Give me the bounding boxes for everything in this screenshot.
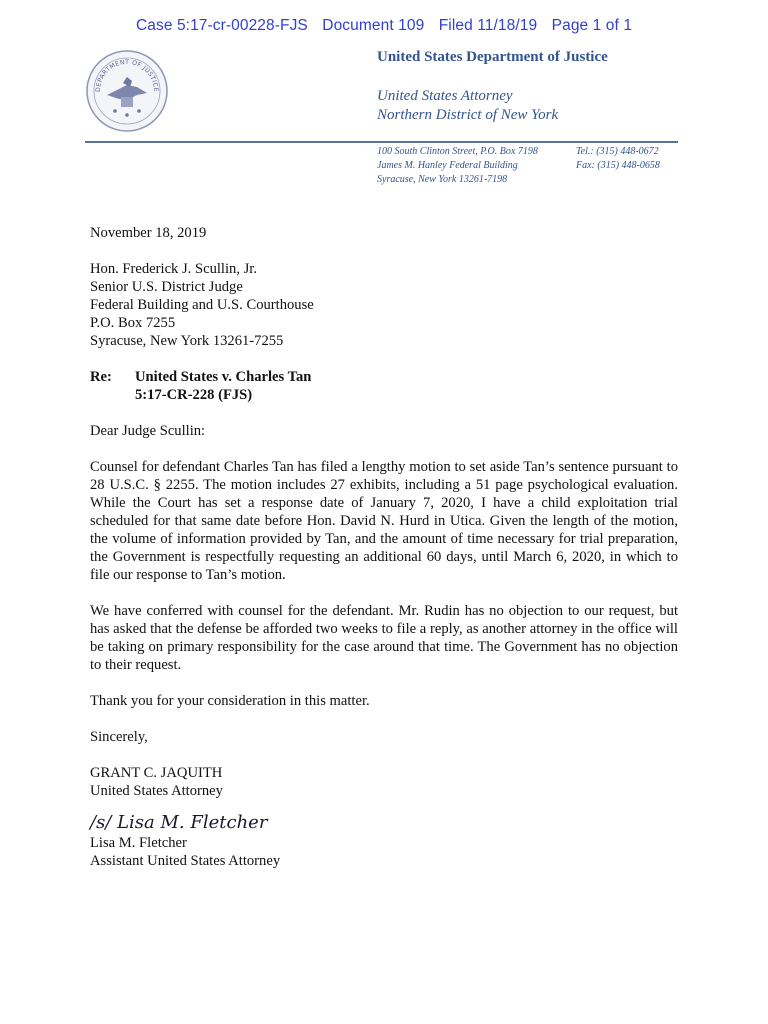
filed-date: Filed 11/18/19 — [438, 17, 538, 34]
recipient-line: P.O. Box 7255 — [90, 315, 176, 331]
letter-date: November 18, 2019 — [90, 225, 207, 241]
telephone: Tel.: (315) 448-0672 — [576, 146, 659, 157]
fax: Fax: (315) 448-0658 — [576, 160, 660, 171]
recipient-line: Syracuse, New York 13261-7255 — [90, 333, 284, 349]
paragraph: Thank you for your consideration in this matter. — [90, 693, 370, 709]
attorney-name: GRANT C. JAQUITH — [90, 765, 223, 781]
letter-body — [90, 224, 678, 870]
closing: Sincerely, — [90, 729, 148, 745]
address-line: Syracuse, New York 13261-7198 — [377, 174, 508, 185]
recipient-line: Senior U.S. District Judge — [90, 279, 243, 295]
address-line: James M. Hanley Federal Building — [377, 160, 518, 171]
case-docket: 5:17-CR-228 (FJS) — [135, 387, 253, 403]
office-contact — [576, 145, 660, 173]
case-number: Case 5:17-cr-00228-FJS — [135, 17, 308, 34]
recipient-line: Hon. Frederick J. Scullin, Jr. — [90, 261, 258, 277]
seal-text: DEPARTMENT OF JUSTICE — [94, 58, 160, 93]
re-block — [90, 368, 678, 404]
paragraph: We have conferred with counsel for the defendant. Mr. Rudin has no objection to our request, but has asked that the defense be afforded two weeks to file a reply, as another attorney in the office will be taking on primary responsibility for the case around that time. The Government has no objection to their request. — [90, 603, 678, 673]
doj-seal-icon — [85, 49, 169, 133]
electronic-signature: /s/ Lisa M. Fletcher — [90, 812, 268, 833]
address-line: 100 South Clinton Street, P.O. Box 7198 — [377, 146, 538, 157]
office-address — [377, 145, 538, 187]
department-name: United States Department of Justice — [377, 49, 608, 65]
re-label: Re: — [90, 369, 112, 385]
ecf-filing-header — [0, 17, 768, 35]
salutation: Dear Judge Scullin: — [90, 423, 206, 439]
signer-name: Lisa M. Fletcher — [90, 835, 187, 851]
page-indicator: Page 1 of 1 — [551, 17, 633, 34]
recipient-line: Federal Building and U.S. Courthouse — [90, 297, 314, 313]
office-name — [377, 87, 558, 125]
case-caption: United States v. Charles Tan — [135, 369, 312, 385]
paragraph: Counsel for defendant Charles Tan has filed a lengthy motion to set aside Tan’s sentence pursuant to 28 U.S.C. § 2255. The motion includes 27 exhibits, including a 51 page psychological evaluation. While the Court has set a response date of January 7, 2020, I have a child exploitation trial scheduled for that same date before Hon. David N. Hurd in Utica. Given the length of the motion, the volume of information provided by Tan, and the amount of time necessary for trial preparation, the Government is respectfully requesting an additional 60 days, until March 6, 2020, in which to file our response to Tan’s motion. — [90, 459, 678, 583]
letterhead-divider — [85, 141, 678, 143]
document-number: Document 109 — [322, 17, 425, 34]
recipient-block — [90, 260, 678, 350]
signer-title: Assistant United States Attorney — [90, 853, 281, 869]
office-title: United States Attorney — [377, 88, 513, 104]
attorney-title: United States Attorney — [90, 783, 223, 799]
office-district: Northern District of New York — [377, 107, 559, 123]
